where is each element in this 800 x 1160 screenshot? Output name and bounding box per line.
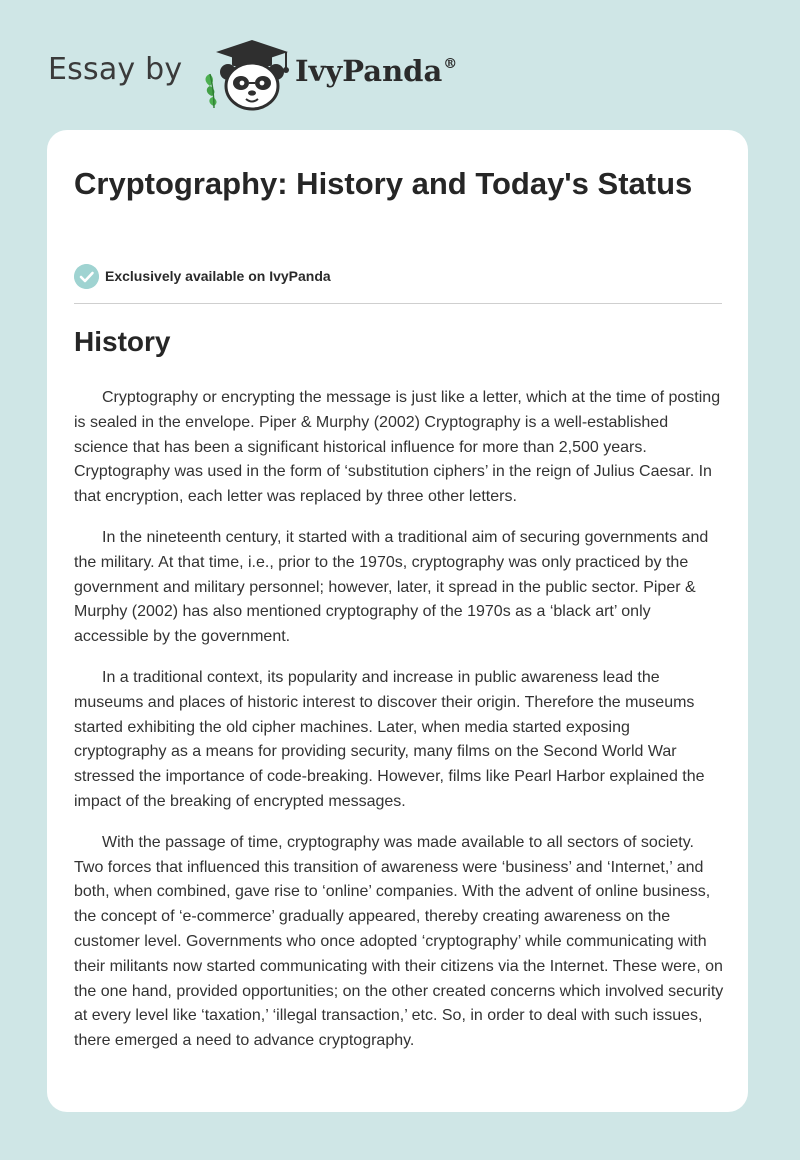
- paragraph: With the passage of time, cryptography was made available to all sectors of society. Two forces that influenced this transition of awareness were ‘business’ and ‘Internet,’ and both, when combined, gave rise to ‘online’ companies. With the advent of online business, the concept of ‘e-commerce’ gradually appeared, thereby creating awareness on the customer level. Governments who once adopted ‘cryptography’ while communicating with their militants now started communicating with their citizens via the Internet. These were, on the one hand, provided opportunities; on the other created concerns which involved security at every level like ‘taxation,’ ‘illegal transaction,’ etc. So, in order to deal with such issues, there emerged a need to advance cryptography.: [74, 833, 724, 1050]
- essay-body: [74, 386, 724, 1070]
- divider: [74, 303, 722, 304]
- section-heading: History: [74, 326, 171, 357]
- check-circle-icon: [74, 264, 99, 289]
- brand-header: [48, 30, 548, 110]
- panda-graduate-icon: [202, 34, 294, 114]
- brand-name: IvyPanda®: [295, 54, 458, 88]
- paragraph: In a traditional context, its popularity and increase in public awareness lead the museums and places of historic interest to discover their origin. Therefore the museums started exhibiting the old cipher machines. Later, when media started exposing cryptography as a means for providing security, many films on the Second World War stressed the importance of code-breaking. However, films like Pearl Harbor explained the impact of the breaking of encrypted messages.: [74, 668, 705, 810]
- paragraph: Cryptography or encrypting the message is just like a letter, which at the time of posting is sealed in the envelope. Piper & Murphy (2002) Cryptography is a well-established science that has been a significant historical influence for more than 2,500 years. Cryptography was used in the form of ‘substitution ciphers’ in the reign of Julius Caesar. In that encryption, each letter was replaced by three other letters.: [74, 389, 721, 506]
- exclusive-label: Exclusively available on IvyPanda: [105, 268, 331, 284]
- ivy-leaf-icon: [206, 74, 217, 108]
- brand-prefix: Essay by: [48, 52, 183, 87]
- essay-title: Cryptography: History and Today's Status: [74, 166, 693, 201]
- essay-card: [47, 130, 748, 1112]
- paragraph: In the nineteenth century, it started with a traditional aim of securing governments and the military. At that time, i.e., prior to the 1970s, cryptography was only practiced by the government and military personnel; however, later, it spread in the public sector. Piper & Murphy (2002) has also mentioned cryptography of the 1970s as a ‘black art’ only accessible by the government.: [74, 528, 709, 646]
